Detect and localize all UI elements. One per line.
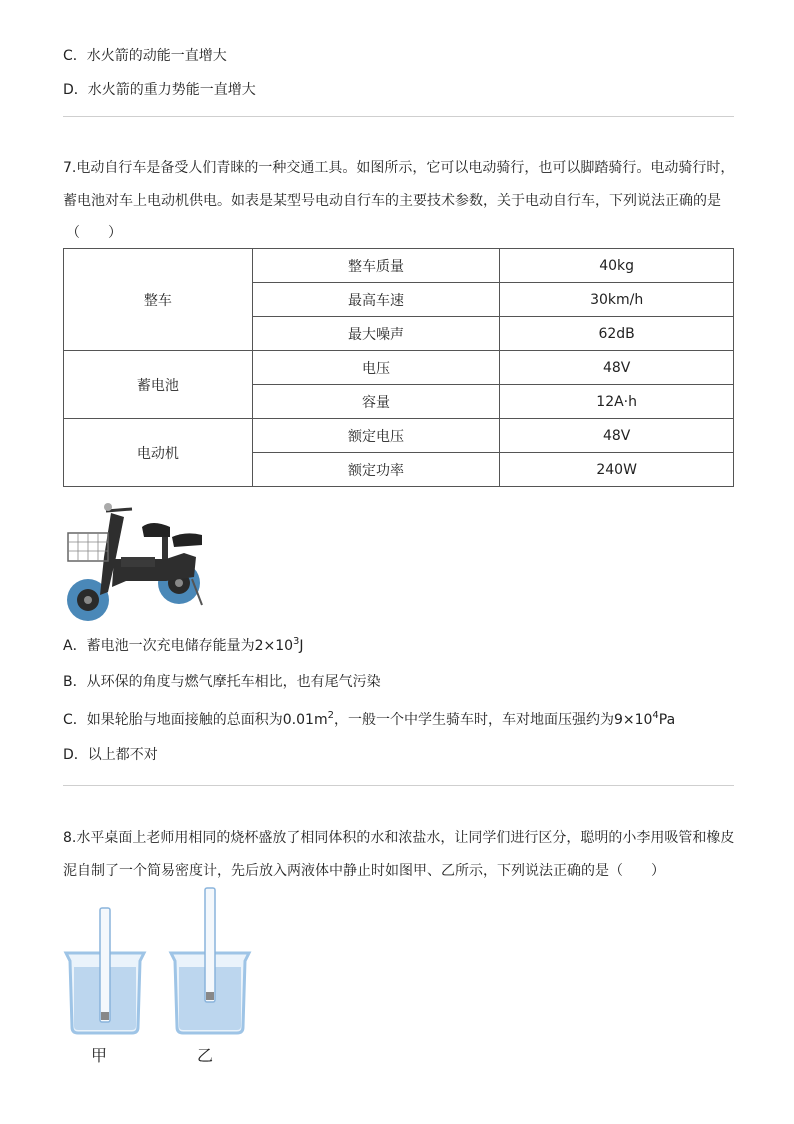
- q7-option-b: B．从环保的角度与燃气摩托车相比，也有尾气污染: [63, 674, 381, 690]
- value-cell: 12A·h: [500, 385, 734, 419]
- label-yi: 乙: [197, 1046, 214, 1065]
- value-cell: 48V: [500, 351, 734, 385]
- group-cell: 电动机: [64, 419, 253, 487]
- q6-option-d: D．水火箭的重力势能一直增大: [63, 82, 256, 98]
- group-cell: 整车: [64, 249, 253, 351]
- beaker-jia-image: [62, 905, 148, 1037]
- param-cell: 电压: [252, 351, 500, 385]
- q7-stem-line1: 7.电动自行车是备受人们青睐的一种交通工具。如图所示，它可以电动骑行，也可以脚踏骑行。电动骑行时，: [63, 160, 735, 176]
- param-cell: 整车质量: [252, 249, 500, 283]
- group-cell: 蓄电池: [64, 351, 253, 419]
- value-cell: 48V: [500, 419, 734, 453]
- param-cell: 额定电压: [252, 419, 500, 453]
- q7-stem-line2: 蓄电池对车上电动机供电。如表是某型号电动自行车的主要技术参数，关于电动自行车，下列说法正确的是: [63, 193, 721, 209]
- q7-option-c: C．如果轮胎与地面接触的总面积为$0.01m^2$，一般一个中学生骑车时，车对地面压强约为$9\times 10^4Pa$: [63, 710, 676, 728]
- table-row: [64, 351, 734, 385]
- q7-option-d: D．以上都不对: [63, 747, 158, 763]
- param-cell: 最大噪声: [252, 317, 500, 351]
- q7-option-a: A．蓄电池一次充电储存能量为$2\times 10^3J$: [63, 636, 304, 654]
- electric-scooter-image: [66, 497, 214, 625]
- label-jia: 甲: [91, 1046, 108, 1065]
- table-row: [64, 419, 734, 453]
- value-cell: 30km/h: [500, 283, 734, 317]
- divider: [63, 116, 734, 117]
- table-row: [64, 249, 734, 283]
- param-cell: 额定功率: [252, 453, 500, 487]
- q8-stem-line2: 泥自制了一个简易密度计，先后放入两液体中静止时如图甲、乙所示，下列说法正确的是（ ）: [63, 863, 665, 879]
- q6-option-c: C．水火箭的动能一直增大: [63, 48, 227, 64]
- q7-answer-blank: （ ）: [66, 225, 122, 241]
- q8-stem-line1: 8.水平桌面上老师用相同的烧杯盛放了相同体积的水和浓盐水，让同学们进行区分，聪明的小李用吸管和橡皮: [63, 830, 735, 846]
- value-cell: 62dB: [500, 317, 734, 351]
- value-cell: 40kg: [500, 249, 734, 283]
- spec-table: [63, 248, 734, 487]
- beaker-yi-image: [167, 885, 253, 1037]
- param-cell: 容量: [252, 385, 500, 419]
- divider: [63, 785, 734, 786]
- value-cell: 240W: [500, 453, 734, 487]
- param-cell: 最高车速: [252, 283, 500, 317]
